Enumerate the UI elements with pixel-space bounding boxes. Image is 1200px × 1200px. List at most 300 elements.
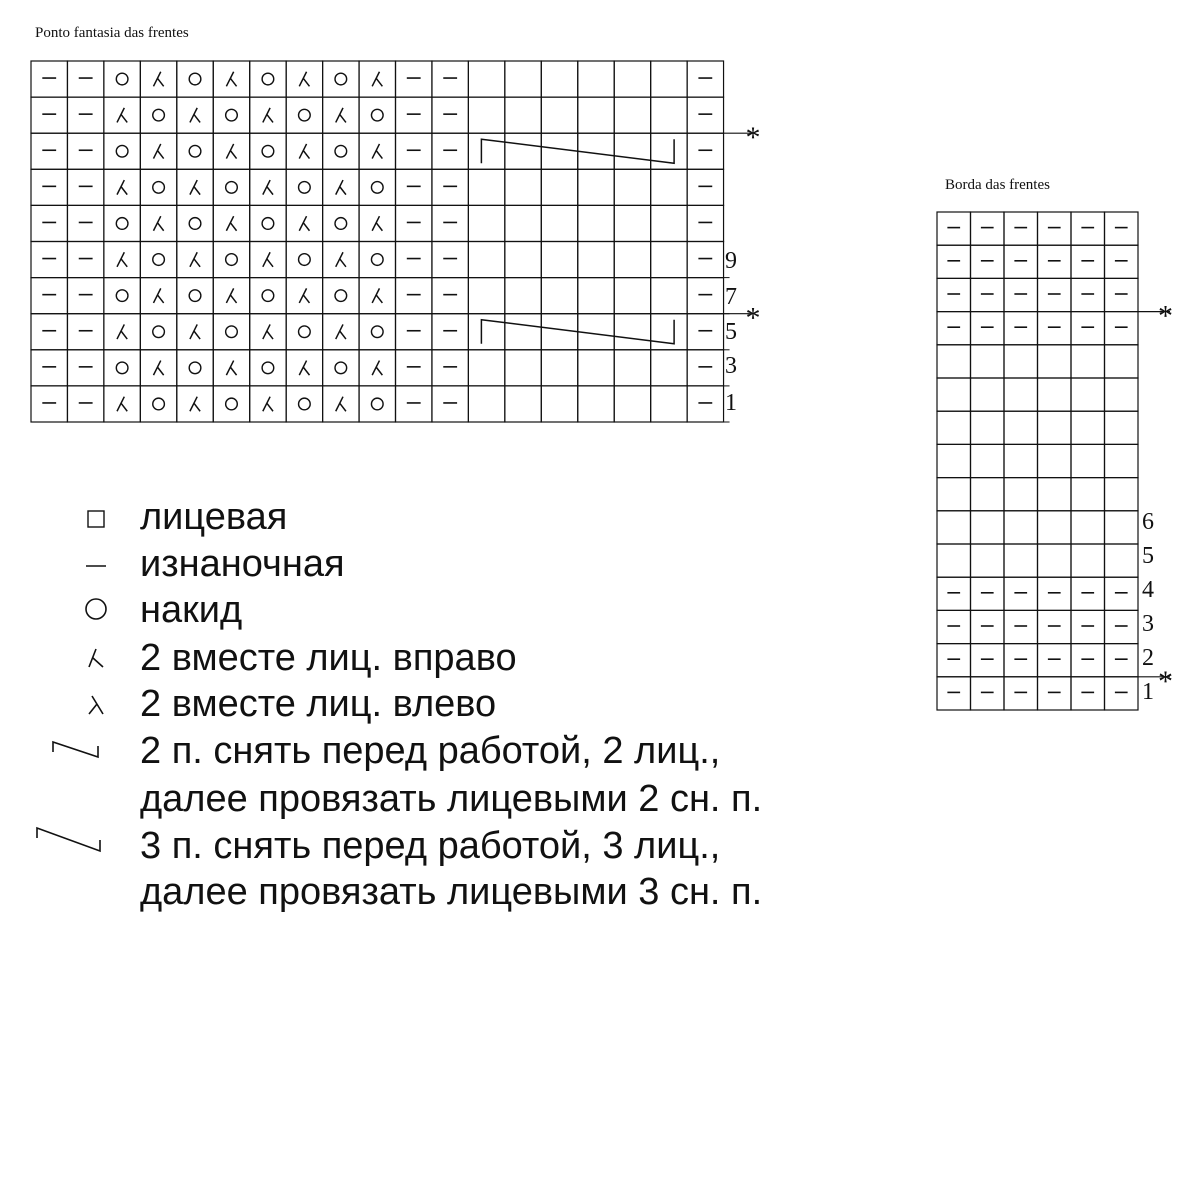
chart-cell [432, 97, 468, 133]
chart-cell [937, 312, 971, 345]
k2tog-left-icon [89, 696, 103, 714]
chart-cell [971, 212, 1005, 245]
chart-cell [468, 169, 504, 205]
chart-cell [250, 278, 286, 314]
k2tog-right-icon [336, 252, 346, 267]
chart-cell [541, 205, 577, 241]
chart-cell [250, 61, 286, 97]
knit-square-icon [88, 511, 104, 527]
k2tog-right-icon [117, 180, 127, 195]
legend-cable-3x3-text: 3 п. снять перед работой, 3 лиц., [140, 825, 721, 867]
chart-cell [1071, 278, 1105, 311]
main-row-number: 7 [725, 284, 737, 310]
chart-cell [937, 444, 971, 477]
chart-cell [578, 386, 614, 422]
chart-cell [578, 97, 614, 133]
chart-cell [1038, 278, 1072, 311]
chart-cell [687, 386, 723, 422]
chart-cell [140, 314, 176, 350]
chart-cell [468, 242, 504, 278]
chart-cell [1038, 544, 1072, 577]
chart-cell [971, 511, 1005, 544]
yarn-over-circle-icon [262, 73, 274, 85]
chart-cell [323, 61, 359, 97]
chart-cell [937, 644, 971, 677]
legend-k2tog-right-text: 2 вместе лиц. вправо [140, 637, 517, 679]
chart-cell [937, 511, 971, 544]
chart-cell [1105, 577, 1139, 610]
yarn-over-circle-icon [189, 218, 201, 230]
main-chart-title: Ponto fantasia das frentes [35, 25, 189, 41]
yarn-over-circle-icon [371, 182, 383, 194]
chart-cell [614, 205, 650, 241]
chart-cell [1038, 345, 1072, 378]
k2tog-right-icon [226, 288, 236, 303]
chart-cell [396, 61, 432, 97]
k2tog-right-icon [372, 288, 382, 303]
yarn-over-circle-icon [153, 254, 165, 266]
chart-cell [937, 345, 971, 378]
chart-cell [614, 133, 650, 169]
chart-cell [687, 242, 723, 278]
chart-cell [468, 278, 504, 314]
k2tog-right-icon [263, 252, 273, 267]
chart-cell [432, 61, 468, 97]
main-row-number: 5 [725, 319, 737, 345]
chart-cell [541, 169, 577, 205]
chart-cell [578, 242, 614, 278]
k2tog-right-icon [153, 288, 163, 303]
chart-cell [971, 677, 1005, 710]
chart-cell [396, 386, 432, 422]
yarn-over-circle-icon [371, 398, 383, 410]
chart-cell [67, 386, 103, 422]
yarn-over-circle-icon [226, 326, 238, 338]
chart-cell [432, 278, 468, 314]
k2tog-right-icon [153, 216, 163, 231]
legend-purl-text: изнаночная [140, 543, 345, 585]
chart-cell [687, 350, 723, 386]
chart-cell [1004, 577, 1038, 610]
yarn-over-circle-icon [189, 145, 201, 157]
legend-yarn-over-text: накид [140, 589, 243, 631]
chart-cell [937, 278, 971, 311]
chart-cell [614, 169, 650, 205]
border-row-number: 2 [1142, 645, 1154, 671]
k2tog-right-icon [336, 108, 346, 123]
k2tog-right-icon [299, 361, 309, 376]
chart-cell [1105, 212, 1139, 245]
chart-cell [505, 61, 541, 97]
chart-cell [468, 205, 504, 241]
chart-cell [468, 350, 504, 386]
chart-cell [505, 133, 541, 169]
yarn-over-circle-icon [226, 182, 238, 194]
chart-cell [971, 411, 1005, 444]
chart-cell [1038, 411, 1072, 444]
chart-cell [1004, 245, 1038, 278]
chart-cell [359, 169, 395, 205]
chart-cell [937, 478, 971, 511]
yarn-over-circle-icon [189, 73, 201, 85]
chart-cell [1004, 312, 1038, 345]
legend-k2tog-left-text: 2 вместе лиц. влево [140, 683, 497, 725]
yarn-over-circle-icon [116, 362, 128, 374]
legend-cable-2x2-text-line2: далее провязать лицевыми 2 сн. п. [140, 778, 763, 820]
chart-cell [31, 386, 67, 422]
chart-cell [468, 61, 504, 97]
chart-cell [468, 97, 504, 133]
chart-cell [104, 205, 140, 241]
chart-cell [213, 169, 249, 205]
chart-cell [541, 242, 577, 278]
border-row-number: 4 [1142, 577, 1154, 603]
yarn-over-circle-icon [371, 254, 383, 266]
chart-cell [213, 386, 249, 422]
chart-cell [359, 242, 395, 278]
chart-cell [1105, 245, 1139, 278]
chart-cell [578, 169, 614, 205]
k2tog-right-icon [153, 361, 163, 376]
legend-cable-3x3-text-line2: далее провязать лицевыми 3 сн. п. [140, 871, 763, 913]
chart-cell [396, 97, 432, 133]
main-row-number: 3 [725, 353, 737, 379]
k2tog-right-icon [190, 252, 200, 267]
chart-cell [286, 169, 322, 205]
yarn-over-circle-icon [226, 254, 238, 266]
chart-cell [396, 133, 432, 169]
chart-cell [651, 314, 687, 350]
chart-cell [31, 242, 67, 278]
chart-cell [541, 350, 577, 386]
chart-cell [1071, 544, 1105, 577]
chart-cell [177, 133, 213, 169]
yarn-over-circle-icon [299, 398, 311, 410]
chart-cell [1004, 544, 1038, 577]
yarn-over-circle-icon [153, 398, 165, 410]
chart-cell [1071, 444, 1105, 477]
chart-cell [1004, 278, 1038, 311]
k2tog-right-icon [190, 397, 200, 412]
chart-cell [140, 169, 176, 205]
chart-cell [505, 97, 541, 133]
k2tog-right-icon [117, 108, 127, 123]
chart-cell [937, 212, 971, 245]
chart-cell [651, 205, 687, 241]
chart-cell [505, 350, 541, 386]
chart-cell [323, 133, 359, 169]
chart-cell [1038, 212, 1072, 245]
chart-cell [104, 350, 140, 386]
chart-cell [971, 312, 1005, 345]
chart-cell [31, 97, 67, 133]
repeat-marker-asterisk: * [745, 121, 761, 155]
chart-cell [432, 169, 468, 205]
chart-cell [432, 133, 468, 169]
yarn-over-circle-icon [116, 290, 128, 302]
chart-cell [614, 242, 650, 278]
chart-cell [177, 278, 213, 314]
border-row-number: 1 [1142, 679, 1154, 705]
chart-cell [1004, 212, 1038, 245]
yarn-over-circle-icon [335, 362, 347, 374]
k2tog-right-icon [263, 108, 273, 123]
chart-cell [651, 97, 687, 133]
chart-cell [31, 133, 67, 169]
chart-cell [432, 314, 468, 350]
chart-cell [1105, 444, 1139, 477]
chart-cell [614, 61, 650, 97]
yarn-over-circle-icon [335, 73, 347, 85]
k2tog-right-icon [190, 324, 200, 339]
chart-cell [578, 278, 614, 314]
chart-cell [651, 386, 687, 422]
main-row-number: 1 [725, 390, 737, 416]
chart-cell [505, 169, 541, 205]
chart-cell [468, 133, 504, 169]
k2tog-right-icon [372, 144, 382, 159]
main-stitch-chart [31, 61, 761, 422]
k2tog-right-icon [153, 72, 163, 87]
yarn-over-circle-icon [371, 109, 383, 121]
chart-cell [67, 97, 103, 133]
chart-cell [396, 169, 432, 205]
chart-cell [614, 314, 650, 350]
yarn-over-circle-icon [335, 145, 347, 157]
chart-cell [323, 278, 359, 314]
k2tog-right-icon [336, 180, 346, 195]
chart-cell [67, 350, 103, 386]
chart-cell [1071, 677, 1105, 710]
chart-cell [1071, 245, 1105, 278]
chart-cell [1038, 245, 1072, 278]
chart-cell [687, 205, 723, 241]
chart-cell [1004, 478, 1038, 511]
chart-cell [67, 205, 103, 241]
chart-cell [651, 169, 687, 205]
chart-cell [541, 386, 577, 422]
chart-cell [396, 278, 432, 314]
k2tog-right-icon [336, 324, 346, 339]
chart-cell [31, 278, 67, 314]
yarn-over-circle-icon [116, 145, 128, 157]
chart-cell [505, 242, 541, 278]
chart-cell [31, 314, 67, 350]
k2tog-right-icon [226, 216, 236, 231]
k2tog-right-icon [226, 144, 236, 159]
chart-cell [31, 61, 67, 97]
yarn-over-circle-icon [299, 254, 311, 266]
chart-cell [1105, 411, 1139, 444]
chart-cell [505, 278, 541, 314]
chart-cell [396, 350, 432, 386]
chart-cell [578, 205, 614, 241]
yarn-over-circle-icon [86, 599, 106, 619]
chart-cell [396, 205, 432, 241]
legend-cable-2x2-text: 2 п. снять перед работой, 2 лиц., [140, 730, 721, 772]
chart-cell [286, 97, 322, 133]
yarn-over-circle-icon [262, 290, 274, 302]
chart-cell [67, 133, 103, 169]
chart-cell [541, 61, 577, 97]
k2tog-right-icon [299, 288, 309, 303]
chart-cell [541, 97, 577, 133]
yarn-over-circle-icon [262, 145, 274, 157]
chart-cell [250, 350, 286, 386]
yarn-over-circle-icon [116, 73, 128, 85]
chart-cell [651, 350, 687, 386]
k2tog-right-icon [117, 397, 127, 412]
chart-cell [67, 278, 103, 314]
chart-cell [614, 97, 650, 133]
chart-cell [1004, 644, 1038, 677]
chart-cell [286, 242, 322, 278]
chart-cell [67, 242, 103, 278]
k2tog-right-icon [263, 324, 273, 339]
chart-cell [971, 278, 1005, 311]
chart-cell [651, 242, 687, 278]
k2tog-right-icon [299, 144, 309, 159]
yarn-over-circle-icon [371, 326, 383, 338]
chart-cell [1071, 577, 1105, 610]
yarn-over-circle-icon [262, 218, 274, 230]
border-row-number: 3 [1142, 611, 1154, 637]
chart-cell [1004, 610, 1038, 643]
chart-cell [971, 245, 1005, 278]
cable-2x2-icon [53, 742, 98, 757]
chart-cell [971, 478, 1005, 511]
k2tog-right-icon [336, 397, 346, 412]
k2tog-right-icon [117, 324, 127, 339]
border-chart-title: Borda das frentes [945, 177, 1050, 193]
chart-cell [971, 378, 1005, 411]
yarn-over-circle-icon [153, 109, 165, 121]
yarn-over-circle-icon [262, 362, 274, 374]
k2tog-right-icon [299, 216, 309, 231]
chart-cell [67, 169, 103, 205]
chart-cell [468, 314, 504, 350]
chart-cell [578, 61, 614, 97]
chart-cell [687, 169, 723, 205]
chart-cell [250, 133, 286, 169]
chart-cell [359, 386, 395, 422]
chart-cell [937, 245, 971, 278]
chart-cell [687, 133, 723, 169]
chart-cell [104, 61, 140, 97]
chart-cell [1105, 677, 1139, 710]
chart-cell [1071, 378, 1105, 411]
chart-cell [614, 350, 650, 386]
chart-cell [31, 350, 67, 386]
chart-cell [971, 644, 1005, 677]
chart-cell [1105, 278, 1139, 311]
chart-cell [140, 97, 176, 133]
chart-cell [971, 345, 1005, 378]
chart-cell [651, 61, 687, 97]
chart-cell [937, 677, 971, 710]
chart-cell [1038, 312, 1072, 345]
chart-cell [1038, 478, 1072, 511]
chart-cell [1004, 511, 1038, 544]
chart-cell [1105, 644, 1139, 677]
chart-cell [687, 278, 723, 314]
chart-cell [67, 61, 103, 97]
main-row-number: 9 [725, 248, 737, 274]
border-row-number: 5 [1142, 543, 1154, 569]
chart-cell [213, 97, 249, 133]
chart-cell [614, 278, 650, 314]
chart-cell [971, 544, 1005, 577]
chart-cell [937, 577, 971, 610]
k2tog-right-icon [89, 649, 103, 667]
chart-cell [937, 378, 971, 411]
border-stitch-chart [937, 212, 1173, 710]
legend [37, 511, 106, 851]
repeat-marker-asterisk: * [1158, 299, 1173, 333]
chart-cell [432, 350, 468, 386]
chart-cell [286, 386, 322, 422]
chart-cell [937, 411, 971, 444]
yarn-over-circle-icon [153, 326, 165, 338]
chart-cell [687, 314, 723, 350]
chart-cell [1038, 610, 1072, 643]
yarn-over-circle-icon [335, 218, 347, 230]
chart-cell [971, 577, 1005, 610]
chart-cell [1105, 378, 1139, 411]
k2tog-right-icon [226, 361, 236, 376]
chart-cell [1071, 610, 1105, 643]
chart-cell [1071, 411, 1105, 444]
chart-cell [250, 205, 286, 241]
chart-cell [1071, 478, 1105, 511]
border-row-number: 6 [1142, 509, 1154, 535]
chart-cell [140, 242, 176, 278]
k2tog-right-icon [153, 144, 163, 159]
chart-cell [505, 205, 541, 241]
chart-cell [432, 386, 468, 422]
chart-cell [323, 205, 359, 241]
chart-cell [937, 544, 971, 577]
k2tog-right-icon [117, 252, 127, 267]
chart-cell [31, 169, 67, 205]
chart-cell [31, 205, 67, 241]
chart-cell [1038, 444, 1072, 477]
chart-cell [213, 314, 249, 350]
chart-cell [505, 314, 541, 350]
k2tog-right-icon [372, 216, 382, 231]
chart-cell [1071, 511, 1105, 544]
chart-cell [651, 133, 687, 169]
chart-cell [432, 242, 468, 278]
chart-cell [1105, 478, 1139, 511]
k2tog-right-icon [372, 72, 382, 87]
chart-cell [651, 278, 687, 314]
yarn-over-circle-icon [189, 290, 201, 302]
chart-cell [971, 610, 1005, 643]
yarn-over-circle-icon [335, 290, 347, 302]
chart-cell [359, 97, 395, 133]
chart-cell [177, 61, 213, 97]
chart-cell [1071, 644, 1105, 677]
cable-3x3-icon [37, 828, 100, 851]
k2tog-right-icon [263, 397, 273, 412]
chart-cell [1004, 411, 1038, 444]
chart-cell [1071, 345, 1105, 378]
chart-cell [177, 205, 213, 241]
k2tog-right-icon [263, 180, 273, 195]
chart-cell [937, 610, 971, 643]
k2tog-right-icon [190, 180, 200, 195]
